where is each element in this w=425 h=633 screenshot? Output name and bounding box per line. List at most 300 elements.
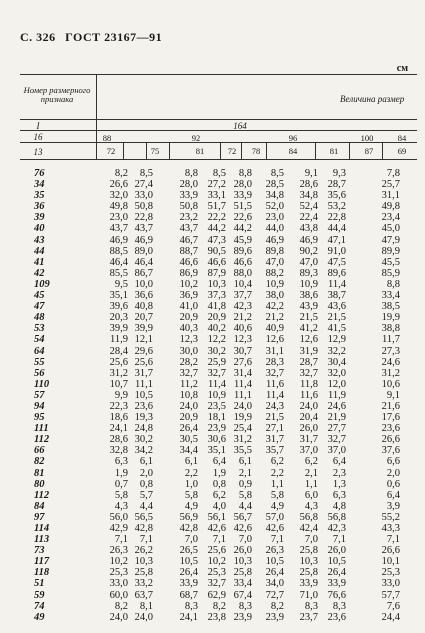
table-cell: 21,5: [265, 412, 284, 424]
table-cell: 32,7: [327, 434, 346, 446]
table-cell: 27,1: [265, 423, 284, 435]
table-cell: 25,8: [299, 567, 318, 579]
table-cell: 32,7: [207, 578, 226, 590]
table-cell: 42,8: [179, 523, 198, 534]
table-cell: 21,2: [265, 312, 284, 324]
table-row: [20, 312, 417, 323]
table-cell: 2,1: [238, 467, 252, 479]
table-cell: 2,2: [270, 467, 284, 479]
table-rule: [20, 119, 417, 120]
waist-value: 84: [288, 146, 298, 156]
feature-number: 73: [34, 545, 45, 557]
table-cell: 24,1: [179, 611, 198, 623]
table-cell: 12,3: [179, 334, 198, 346]
table-cell: 33,9: [179, 190, 198, 202]
table-cell: 45,0: [381, 223, 400, 235]
page-number: С. 326: [20, 30, 56, 44]
chest-value: 88: [102, 133, 112, 143]
table-cell: 31,2: [233, 434, 252, 446]
table-cell: 51,5: [233, 201, 252, 213]
table-row: [20, 567, 417, 578]
table-cell: 7,1: [386, 534, 400, 546]
table-cell: 57,0: [265, 511, 284, 523]
table-cell: 23,6: [327, 611, 346, 623]
table-cell: 38,0: [265, 290, 284, 302]
table-cell: 11,6: [266, 378, 284, 390]
table-cell: 11,4: [234, 378, 252, 390]
chest-value: 92: [191, 133, 201, 143]
table-cell: 4,3: [304, 500, 318, 512]
table-cell: 32,0: [109, 190, 128, 202]
table-cell: 1,1: [304, 478, 318, 490]
table-cell: 5,8: [184, 489, 198, 501]
waist-value: 78: [251, 146, 261, 156]
table-cell: 9,5: [114, 278, 128, 290]
table-cell: 43,9: [299, 301, 318, 313]
table-cell: 8,5: [270, 168, 284, 179]
table-cell: 49,8: [381, 201, 400, 213]
table-cell: 10,9: [299, 278, 318, 290]
chest-value: 84: [397, 133, 407, 143]
waist-value: 72: [106, 146, 116, 156]
table-cell: 39,9: [109, 323, 128, 335]
table-cell: 6,4: [212, 456, 226, 468]
chest-value: 100: [360, 133, 374, 143]
feature-number: 43: [34, 234, 45, 246]
table-cell: 49,8: [109, 201, 128, 213]
table-top-rule: [20, 74, 417, 75]
table-cell: 35,1: [207, 445, 226, 457]
table-row: [20, 379, 417, 390]
table-cell: 6,1: [238, 456, 252, 468]
table-cell: 25,3: [207, 567, 226, 579]
table-cell: 42,3: [327, 523, 346, 534]
feature-number: 48: [34, 312, 45, 324]
table-cell: 11,8: [300, 378, 318, 390]
table-cell: 19,9: [233, 412, 252, 424]
waist-value: 69: [397, 146, 407, 156]
table-cell: 43,7: [179, 223, 198, 235]
table-cell: 36,9: [179, 290, 198, 302]
table-cell: 89,3: [299, 267, 318, 279]
table-cell: 40,8: [134, 301, 153, 313]
table-cell: 25,7: [381, 179, 400, 191]
table-cell: 8,1: [139, 600, 153, 612]
table-cell: 41,8: [207, 301, 226, 313]
table-column-divider: [349, 142, 350, 159]
table-cell: 26,3: [109, 545, 128, 557]
waist-value: 81: [195, 146, 205, 156]
table-cell: 56,9: [179, 511, 198, 523]
table-cell: 89,0: [134, 245, 153, 257]
table-row: [20, 401, 417, 412]
table-row: [20, 445, 417, 456]
table-cell: 23,0: [265, 212, 284, 224]
table-cell: 23,6: [381, 423, 400, 435]
table-row: [20, 534, 417, 545]
table-cell: 47,0: [299, 256, 318, 268]
table-cell: 25,6: [207, 545, 226, 557]
feature-number: 45: [34, 290, 45, 302]
table-cell: 33,4: [381, 290, 400, 302]
table-cell: 31,2: [381, 367, 400, 379]
table-cell: 25,4: [233, 423, 252, 435]
table-cell: 46,9: [134, 234, 153, 246]
table-cell: 25,3: [109, 567, 128, 579]
table-row: [20, 601, 417, 612]
table-row: [20, 168, 417, 179]
table-row: [20, 257, 417, 268]
table-cell: 23,7: [299, 611, 318, 623]
table-cell: 8,3: [184, 600, 198, 612]
row-marker-16: 16: [33, 132, 43, 142]
table-cell: 6,6: [386, 456, 400, 468]
feature-number: 36: [34, 201, 45, 213]
table-row: [20, 423, 417, 434]
table-cell: 52,4: [299, 201, 318, 213]
table-cell: 33,4: [233, 578, 252, 590]
feature-number: 53: [34, 323, 45, 335]
table-cell: 11,9: [328, 389, 346, 401]
table-cell: 28,0: [179, 179, 198, 191]
table-cell: 7,1: [270, 534, 284, 546]
feature-number: 57: [34, 389, 45, 401]
table-cell: 34,8: [265, 190, 284, 202]
table-cell: 24,0: [134, 611, 153, 623]
table-cell: 10,3: [299, 556, 318, 568]
table-cell: 44,4: [327, 223, 346, 235]
table-cell: 11,4: [266, 389, 284, 401]
table-cell: 4,9: [184, 500, 198, 512]
table-cell: 23,6: [134, 400, 153, 412]
table-cell: 7,0: [304, 534, 318, 546]
table-cell: 32,7: [207, 367, 226, 379]
table-cell: 10,1: [381, 556, 400, 568]
table-cell: 31,2: [109, 367, 128, 379]
table-row: [20, 612, 417, 623]
table-cell: 26,4: [327, 567, 346, 579]
table-cell: 20,4: [299, 412, 318, 424]
table-cell: 0,7: [114, 478, 128, 490]
table-cell: 24,4: [381, 611, 400, 623]
table-cell: 34,2: [134, 445, 153, 457]
table-cell: 24,0: [179, 400, 198, 412]
feature-number: 114: [34, 523, 50, 534]
table-cell: 47,1: [327, 234, 346, 246]
table-cell: 7,8: [386, 168, 400, 179]
table-cell: 23,5: [207, 400, 226, 412]
table-cell: 8,3: [332, 600, 346, 612]
table-cell: 2,1: [304, 467, 318, 479]
table-cell: 26,0: [233, 545, 252, 557]
table-cell: 10,5: [265, 556, 284, 568]
table-cell: 9,3: [332, 168, 346, 179]
table-column-divider: [123, 142, 124, 159]
table-cell: 12,9: [327, 334, 346, 346]
table-row: [20, 590, 417, 601]
table-cell: 12,1: [134, 334, 153, 346]
table-cell: 8,2: [212, 600, 226, 612]
table-cell: 33,9: [233, 190, 252, 202]
table-cell: 6,1: [139, 456, 153, 468]
table-cell: 29,6: [134, 345, 153, 357]
table-cell: 37,3: [207, 290, 226, 302]
table-cell: 6,4: [332, 456, 346, 468]
table-cell: 37,0: [327, 445, 346, 457]
table-cell: 8,5: [139, 168, 153, 179]
feature-number: 95: [34, 412, 45, 424]
table-cell: 27,6: [233, 356, 252, 368]
table-cell: 11,7: [382, 334, 400, 346]
table-cell: 63,7: [134, 589, 153, 601]
table-cell: 5,8: [238, 489, 252, 501]
table-cell: 40,3: [179, 323, 198, 335]
feature-number: 64: [34, 345, 45, 357]
table-cell: 44,0: [265, 223, 284, 235]
feature-number: 109: [34, 278, 50, 290]
table-cell: 57,7: [381, 589, 400, 601]
table-row: [20, 501, 417, 512]
table-cell: 7,1: [212, 534, 226, 546]
table-cell: 56,5: [134, 511, 153, 523]
table-cell: 1,0: [184, 478, 198, 490]
table-cell: 38,8: [381, 323, 400, 335]
table-cell: 42,8: [134, 523, 153, 534]
table-cell: 28,3: [265, 356, 284, 368]
table-cell: 22,8: [327, 212, 346, 224]
table-cell: 42,6: [233, 523, 252, 534]
table-cell: 8,2: [114, 600, 128, 612]
table-row: [20, 179, 417, 190]
table-cell: 25,6: [109, 356, 128, 368]
table-cell: 11,1: [135, 378, 153, 390]
table-cell: 39,6: [109, 301, 128, 313]
table-cell: 42,9: [109, 523, 128, 534]
table-cell: 12,0: [327, 378, 346, 390]
table-cell: 39,9: [134, 323, 153, 335]
feature-number: 49: [34, 611, 45, 623]
table-cell: 23,9: [233, 611, 252, 623]
table-cell: 88,0: [233, 267, 252, 279]
table-cell: 43,7: [109, 223, 128, 235]
table-cell: 28,4: [109, 345, 128, 357]
table-cell: 33,2: [134, 578, 153, 590]
table-cell: 89,6: [233, 245, 252, 257]
table-cell: 31,4: [233, 367, 252, 379]
table-cell: 45,9: [233, 234, 252, 246]
table-row: [20, 323, 417, 334]
table-cell: 43,6: [327, 301, 346, 313]
table-cell: 11,6: [300, 389, 318, 401]
table-cell: 20,7: [134, 312, 153, 324]
table-cell: 22,4: [299, 212, 318, 224]
table-cell: 11,4: [328, 278, 346, 290]
table-cell: 1,1: [270, 478, 284, 490]
table-cell: 22,3: [109, 400, 128, 412]
table-cell: 6,2: [212, 489, 226, 501]
table-cell: 25,8: [134, 567, 153, 579]
table-cell: 2,0: [139, 467, 153, 479]
table-cell: 68,7: [179, 589, 198, 601]
table-cell: 11,2: [180, 378, 198, 390]
table-row: [20, 201, 417, 212]
table-cell: 35,7: [265, 445, 284, 457]
table-cell: 7,1: [139, 534, 153, 546]
table-cell: 5,7: [139, 489, 153, 501]
table-cell: 25,8: [299, 545, 318, 557]
table-cell: 35,1: [109, 290, 128, 302]
table-row: [20, 212, 417, 223]
table-cell: 43,7: [134, 223, 153, 235]
table-cell: 24,0: [109, 611, 128, 623]
table-row: [20, 346, 417, 357]
feature-number: 81: [34, 467, 45, 479]
table-cell: 9,9: [114, 389, 128, 401]
table-cell: 33,0: [381, 578, 400, 590]
table-cell: 11,1: [234, 389, 252, 401]
table-row: [20, 412, 417, 423]
chest-value: 96: [288, 133, 298, 143]
table-cell: 67,4: [233, 589, 252, 601]
table-cell: 37,6: [381, 445, 400, 457]
table-cell: 4,4: [238, 500, 252, 512]
table-cell: 7,1: [332, 534, 346, 546]
row-marker-roman: I: [36, 121, 40, 131]
table-cell: 10,2: [109, 556, 128, 568]
table-cell: 11,4: [208, 378, 226, 390]
table-cell: 27,7: [327, 423, 346, 435]
table-cell: 25,6: [134, 356, 153, 368]
feature-number: 51: [34, 578, 45, 590]
table-cell: 2,0: [386, 467, 400, 479]
table-cell: 46,7: [179, 234, 198, 246]
table-cell: 35,6: [327, 190, 346, 202]
table-cell: 89,8: [265, 245, 284, 257]
table-cell: 4,9: [270, 500, 284, 512]
table-cell: 4,0: [212, 500, 226, 512]
feature-number: 80: [34, 478, 45, 490]
table-cell: 11,9: [110, 334, 128, 346]
table-cell: 9,1: [304, 168, 318, 179]
table-cell: 90,2: [299, 245, 318, 257]
table-cell: 21,2: [233, 312, 252, 324]
table-rule: [20, 130, 417, 131]
table-cell: 35,5: [233, 445, 252, 457]
table-row: [20, 523, 417, 534]
table-row: [20, 512, 417, 523]
table-cell: 28,7: [327, 179, 346, 191]
table-title: Величина размер: [340, 94, 405, 104]
table-row: [20, 301, 417, 312]
table-cell: 52,0: [265, 201, 284, 213]
table-cell: 85,5: [109, 267, 128, 279]
table-cell: 7,6: [386, 600, 400, 612]
table-cell: 21,5: [327, 312, 346, 324]
table-cell: 26,4: [265, 567, 284, 579]
table-cell: 88,5: [109, 245, 128, 257]
table-cell: 18,1: [207, 412, 226, 424]
table-cell: 37,7: [233, 290, 252, 302]
table-cell: 22,8: [134, 212, 153, 224]
table-cell: 0,6: [386, 478, 400, 490]
table-cell: 32,2: [327, 345, 346, 357]
table-cell: 23,0: [109, 212, 128, 224]
table-cell: 33,1: [207, 190, 226, 202]
feature-number: 44: [34, 245, 45, 257]
table-cell: 24,0: [299, 400, 318, 412]
table-cell: 8,2: [270, 600, 284, 612]
table-cell: 8,2: [114, 168, 128, 179]
table-cell: 8,3: [304, 600, 318, 612]
feature-number: 56: [34, 367, 45, 379]
table-cell: 5,8: [270, 489, 284, 501]
table-cell: 26,0: [299, 423, 318, 435]
page-header: [20, 30, 162, 45]
table-cell: 56,1: [207, 511, 226, 523]
table-cell: 1,3: [332, 478, 346, 490]
table-row: [20, 268, 417, 279]
table-cell: 33,9: [179, 578, 198, 590]
table-cell: 72,7: [265, 589, 284, 601]
table-cell: 26,5: [179, 545, 198, 557]
table-cell: 47,0: [265, 256, 284, 268]
table-cell: 24,3: [265, 400, 284, 412]
table-cell: 7,0: [184, 534, 198, 546]
table-cell: 37,0: [299, 445, 318, 457]
table-row: [20, 368, 417, 379]
table-cell: 56,7: [233, 511, 252, 523]
table-cell: 28,6: [299, 179, 318, 191]
table-cell: 23,9: [265, 611, 284, 623]
table-cell: 46,4: [134, 256, 153, 268]
table-cell: 36,6: [134, 290, 153, 302]
table-cell: 21,9: [327, 412, 346, 424]
table-row: [20, 235, 417, 246]
table-cell: 40,6: [233, 323, 252, 335]
table-cell: 40,9: [265, 323, 284, 335]
table-cell: 24,8: [134, 423, 153, 435]
table-row: [20, 556, 417, 567]
unit-label: см: [396, 63, 408, 74]
table-cell: 43,8: [299, 223, 318, 235]
table-cell: 42,2: [265, 301, 284, 313]
table-cell: 32,7: [299, 367, 318, 379]
table-cell: 31,1: [265, 345, 284, 357]
table-cell: 89,6: [327, 267, 346, 279]
table-cell: 62,9: [207, 589, 226, 601]
table-row: [20, 246, 417, 257]
feature-number: 112: [34, 489, 50, 501]
table-cell: 19,3: [134, 412, 153, 424]
table-cell: 10,4: [233, 278, 252, 290]
table-cell: 30,6: [207, 434, 226, 446]
table-cell: 43,3: [381, 523, 400, 534]
table-cell: 47,5: [327, 256, 346, 268]
table-cell: 53,2: [327, 201, 346, 213]
table-cell: 42,4: [299, 523, 318, 534]
table-cell: 10,2: [179, 278, 198, 290]
table-cell: 89,9: [381, 245, 400, 257]
table-row: [20, 468, 417, 479]
table-cell: 8,8: [184, 168, 198, 179]
table-cell: 30,7: [233, 345, 252, 357]
table-cell: 23,8: [207, 611, 226, 623]
table-cell: 6,3: [114, 456, 128, 468]
table-cell: 32,7: [179, 367, 198, 379]
table-cell: 6,1: [184, 456, 198, 468]
feature-number: 66: [34, 445, 45, 457]
table-cell: 21,6: [381, 400, 400, 412]
